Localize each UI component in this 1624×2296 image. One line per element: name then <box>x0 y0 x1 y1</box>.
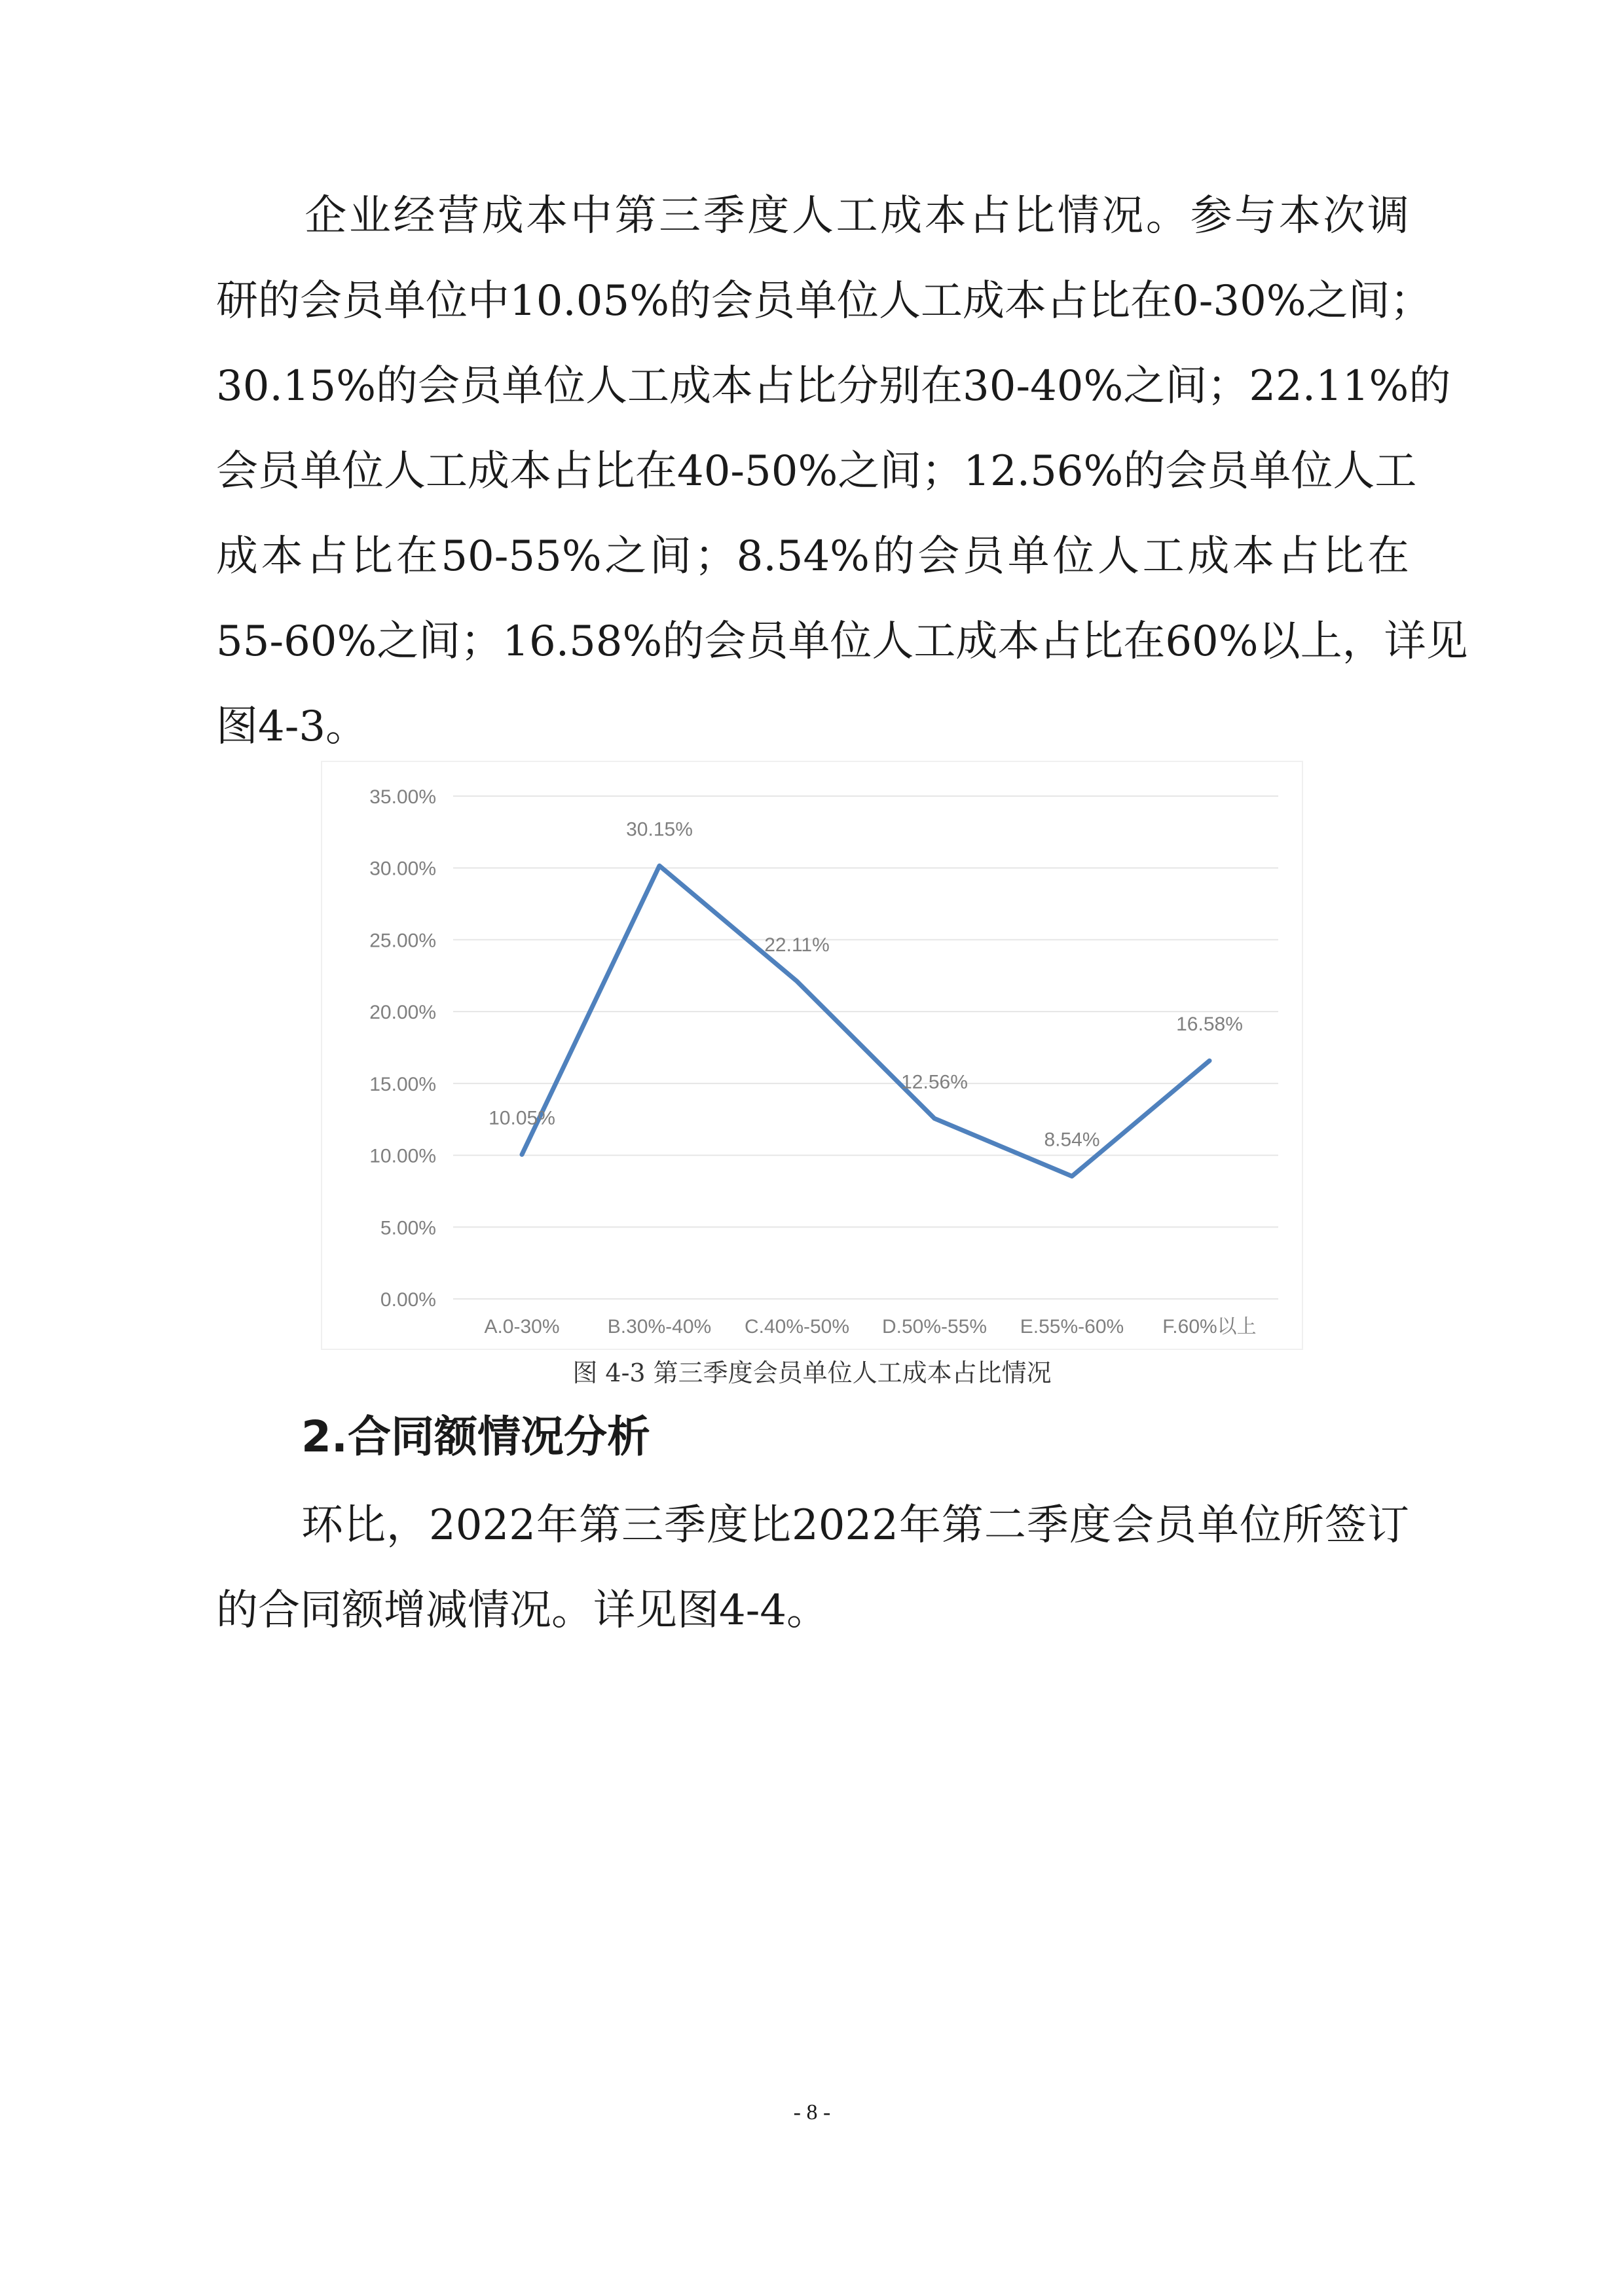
y-tick-label: 10.00% <box>369 1145 436 1167</box>
data-label: 30.15% <box>626 818 693 841</box>
section-heading: 2.合同额情况分析 <box>301 1412 650 1462</box>
paragraph2-line-1: 环比，2022年第三季度比2022年第二季度会员单位所签订 <box>216 1501 1409 1550</box>
x-tick-label: D.50%-55% <box>881 1316 987 1338</box>
y-tick-label: 20.00% <box>369 1002 436 1024</box>
data-label: 22.11% <box>764 934 830 956</box>
page-number: - 8 - <box>793 2100 831 2124</box>
y-tick-label: 5.00% <box>380 1217 436 1239</box>
paragraph-line-5: 成本占比在50-55%之间；8.54%的会员单位人工成本占比在 <box>216 532 1409 581</box>
data-label: 10.05% <box>489 1107 555 1129</box>
data-label: 8.54% <box>1044 1129 1100 1151</box>
paragraph-line-4: 会员单位人工成本占比在40-50%之间；12.56%的会员单位人工 <box>216 447 1417 496</box>
paragraph-line-2: 研的会员单位中10.05%的会员单位人工成本占比在0-30%之间； <box>216 277 1432 325</box>
x-tick-label: B.30%-40% <box>607 1316 712 1338</box>
x-tick-label: E.55%-60% <box>1020 1316 1124 1338</box>
y-tick-label: 25.00% <box>369 930 436 952</box>
line-chart <box>322 762 1304 1351</box>
paragraph-line-6: 55-60%之间；16.58%的会员单位人工成本占比在60%以上，详见 <box>216 617 1468 666</box>
x-tick-label: F.60%以上 <box>1162 1316 1257 1338</box>
data-label: 16.58% <box>1176 1013 1243 1036</box>
series-line <box>522 866 1209 1176</box>
y-tick-label: 0.00% <box>380 1289 436 1311</box>
x-tick-label: C.40%-50% <box>744 1316 850 1338</box>
y-tick-label: 30.00% <box>369 858 436 880</box>
figure-caption: 图 4-3 第三季度会员单位人工成本占比情况 <box>572 1358 1052 1387</box>
paragraph-line-3: 30.15%的会员单位人工成本占比分别在30-40%之间；22.11%的 <box>216 362 1451 410</box>
y-tick-label: 35.00% <box>369 786 436 808</box>
data-label: 12.56% <box>901 1071 968 1093</box>
paragraph-line-1: 企业经营成本中第三季度人工成本占比情况。参与本次调 <box>216 192 1409 240</box>
y-tick-label: 15.00% <box>369 1073 436 1095</box>
chart-container <box>321 761 1303 1350</box>
paragraph-line-7: 图4-3。 <box>216 702 368 751</box>
paragraph2-line-2: 的合同额增减情况。详见图4-4。 <box>216 1586 829 1635</box>
x-tick-label: A.0-30% <box>484 1316 560 1338</box>
